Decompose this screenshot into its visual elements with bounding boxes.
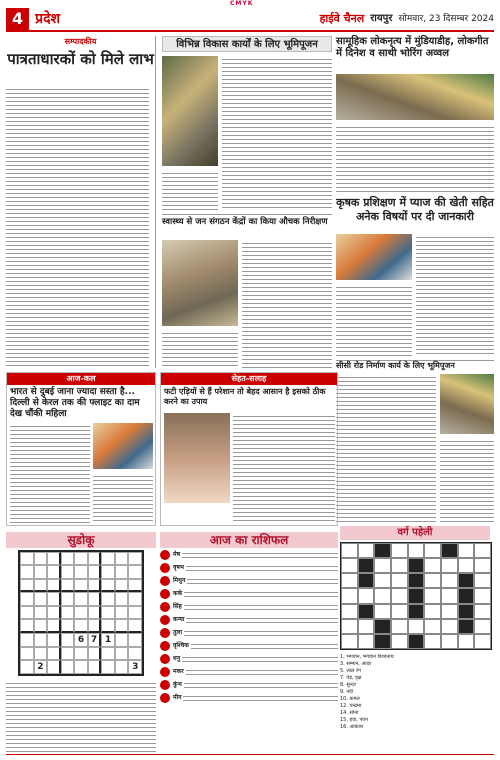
masthead xyxy=(6,8,494,32)
sudoku-cell[interactable] xyxy=(101,647,115,660)
crossword-clue: 8. सुन्दर xyxy=(340,682,356,688)
crossword-cell[interactable] xyxy=(358,634,375,649)
issue-date: सोमवार, 23 दिसम्बर 2024 xyxy=(398,14,494,24)
horoscope-text xyxy=(184,628,338,638)
sudoku-cell[interactable] xyxy=(20,647,34,660)
editorial-headline: पात्रताधारकों को मिले लाभ xyxy=(7,50,154,68)
sudoku-cell[interactable]: 7 xyxy=(88,633,102,647)
crossword-cell[interactable] xyxy=(424,588,441,603)
sudoku-cell[interactable] xyxy=(88,565,102,578)
horoscope-item xyxy=(160,615,338,625)
crossword-cell[interactable] xyxy=(424,573,441,588)
sudoku-cell[interactable] xyxy=(34,619,48,632)
crossword-cell[interactable] xyxy=(424,543,441,558)
horoscope-item xyxy=(160,550,338,560)
horoscope-item xyxy=(160,693,338,703)
story-5-headline: सीसी रोड निर्माण कार्य के लिए भूमिपूजन xyxy=(336,360,494,371)
sudoku-cell[interactable] xyxy=(74,552,88,565)
horoscope-text xyxy=(186,667,338,677)
sudoku-cell[interactable] xyxy=(88,660,102,674)
editorial-body xyxy=(6,86,149,368)
sudoku-cell[interactable] xyxy=(88,552,102,565)
sudoku-cell[interactable] xyxy=(88,579,102,592)
story-3-photo xyxy=(162,240,238,326)
crossword-cell[interactable] xyxy=(408,543,425,558)
crossword-cell[interactable] xyxy=(474,634,491,649)
zodiac-icon xyxy=(160,589,170,599)
horoscope-text xyxy=(186,615,338,625)
crossword-cell[interactable] xyxy=(391,588,408,603)
story-3-body-continued xyxy=(162,330,238,368)
travel-news-box xyxy=(6,372,156,526)
print-color-mark: CMYK xyxy=(230,0,254,7)
sudoku-cell[interactable] xyxy=(128,606,142,619)
sudoku-cell[interactable] xyxy=(61,619,75,632)
zodiac-icon xyxy=(160,550,170,560)
crossword-cell[interactable] xyxy=(391,604,408,619)
zodiac-icon xyxy=(160,667,170,677)
horoscope-item xyxy=(160,667,338,677)
crossword-cell[interactable] xyxy=(474,604,491,619)
sudoku-instructions xyxy=(6,680,156,754)
horoscope-text xyxy=(184,602,338,612)
health-body xyxy=(233,413,335,523)
crossword-cell xyxy=(374,634,391,649)
crossword-cell[interactable] xyxy=(391,634,408,649)
zodiac-sign-label: सिंह xyxy=(173,603,182,610)
sudoku-cell[interactable] xyxy=(20,579,34,592)
crossword-clue: 14. सोना xyxy=(340,710,359,716)
crossword-cell[interactable] xyxy=(341,619,358,634)
crossword-cell[interactable] xyxy=(341,634,358,649)
zodiac-icon xyxy=(160,576,170,586)
crossword-cell[interactable] xyxy=(441,573,458,588)
crossword-cell xyxy=(374,619,391,634)
story-5-body xyxy=(336,374,436,522)
zodiac-icon xyxy=(160,693,170,703)
sudoku-cell[interactable] xyxy=(128,579,142,592)
zodiac-icon xyxy=(160,628,170,638)
zodiac-icon xyxy=(160,680,170,690)
crossword-clue: 10. कमल xyxy=(340,696,360,702)
zodiac-icon xyxy=(160,615,170,625)
horoscope-item xyxy=(160,589,338,599)
sudoku-cell[interactable] xyxy=(115,592,129,605)
zodiac-sign-label: कन्या xyxy=(173,616,185,623)
horoscope-item xyxy=(160,641,338,651)
crossword-cell[interactable] xyxy=(374,573,391,588)
sudoku-cell[interactable] xyxy=(34,565,48,578)
crossword-cell[interactable] xyxy=(374,558,391,573)
sudoku-cell[interactable] xyxy=(20,592,34,605)
story-1-body xyxy=(222,56,332,210)
zodiac-icon xyxy=(160,602,170,612)
sudoku-cell[interactable] xyxy=(20,552,34,565)
crossword-clue: 3. सम्मान, आदर xyxy=(340,661,372,667)
story-1-photo xyxy=(162,56,218,166)
travel-body-continued xyxy=(93,473,153,523)
sudoku-cell[interactable] xyxy=(34,647,48,660)
sudoku-cell[interactable] xyxy=(128,565,142,578)
sudoku-cell[interactable] xyxy=(74,592,88,605)
horoscope-text xyxy=(182,550,338,560)
sudoku-cell[interactable] xyxy=(128,552,142,565)
sudoku-cell[interactable] xyxy=(47,565,61,578)
story-4-headline: कृषक प्रशिक्षण में प्याज की खेती सहित अनेक विषयों पर दी जानकारी xyxy=(336,196,494,223)
horoscope-list xyxy=(160,550,338,754)
crossword-cell[interactable] xyxy=(441,588,458,603)
horoscope-text xyxy=(182,654,338,664)
travel-section-label: आज-कल xyxy=(7,373,155,385)
crossword-cell[interactable] xyxy=(424,558,441,573)
sudoku-cell[interactable] xyxy=(20,565,34,578)
crossword-cell xyxy=(458,573,475,588)
sudoku-cell[interactable] xyxy=(61,660,75,674)
crossword-clue: 1. भगवान, भगवान विश्वनाथ xyxy=(340,654,394,660)
sudoku-cell[interactable] xyxy=(34,592,48,605)
sudoku-cell[interactable] xyxy=(20,660,34,674)
crossword-cell xyxy=(441,543,458,558)
zodiac-sign-label: मकर xyxy=(173,668,184,675)
horoscope-item xyxy=(160,576,338,586)
page-number: 4 xyxy=(6,8,29,30)
sudoku-cell[interactable] xyxy=(101,592,115,605)
crossword-cell[interactable] xyxy=(441,604,458,619)
travel-body xyxy=(10,423,90,523)
sudoku-cell[interactable] xyxy=(61,579,75,592)
crossword-cell[interactable] xyxy=(458,543,475,558)
section-name: प्रदेश xyxy=(35,11,61,27)
horoscope-title: आज का राशिफल xyxy=(160,532,338,548)
sudoku-cell[interactable] xyxy=(128,633,142,647)
crossword-cell xyxy=(408,588,425,603)
sudoku-cell[interactable] xyxy=(115,606,129,619)
horoscope-text xyxy=(184,680,338,690)
crossword-cell xyxy=(408,634,425,649)
crossword-cell xyxy=(458,604,475,619)
horoscope-item xyxy=(160,602,338,612)
crossword-cell[interactable] xyxy=(474,588,491,603)
sudoku-cell[interactable] xyxy=(47,592,61,605)
sudoku-grid[interactable] xyxy=(18,550,144,676)
story-4-photo xyxy=(336,234,412,280)
sudoku-cell[interactable]: 2 xyxy=(34,660,48,674)
sudoku-cell[interactable]: 6 xyxy=(74,633,88,647)
zodiac-icon xyxy=(160,654,170,664)
sudoku-cell[interactable] xyxy=(74,579,88,592)
crossword-cell[interactable] xyxy=(474,558,491,573)
sudoku-cell[interactable] xyxy=(101,660,115,674)
story-5-photo xyxy=(440,374,494,434)
zodiac-icon xyxy=(160,563,170,573)
sudoku-cell[interactable] xyxy=(115,552,129,565)
crossword-clue: 12. चन्द्रमा xyxy=(340,703,362,709)
story-2-photo xyxy=(336,74,494,120)
crossword-cell xyxy=(458,588,475,603)
crossword-cell[interactable] xyxy=(374,604,391,619)
health-tip-box xyxy=(160,372,338,526)
crossword-cell[interactable] xyxy=(424,604,441,619)
crossword-cell xyxy=(408,604,425,619)
crossword-cell[interactable] xyxy=(341,604,358,619)
sudoku-cell[interactable] xyxy=(20,633,34,647)
sudoku-cell[interactable] xyxy=(128,592,142,605)
crossword-cell[interactable] xyxy=(458,634,475,649)
health-headline: फटी एड़ियों से हैं परेशान तो बेहद आसान है इसको ठीक करने का उपाय xyxy=(164,387,326,406)
story-3-body xyxy=(242,240,332,368)
crossword-cell[interactable] xyxy=(341,558,358,573)
sudoku-cell[interactable] xyxy=(88,592,102,605)
zodiac-sign-label: वृषभ xyxy=(173,564,185,571)
crossword-cell[interactable] xyxy=(358,588,375,603)
sudoku-cell[interactable] xyxy=(74,565,88,578)
sudoku-cell[interactable] xyxy=(47,647,61,660)
sudoku-cell[interactable] xyxy=(101,579,115,592)
crossword-clue: 7. पेड़, वृक्ष xyxy=(340,675,362,681)
sudoku-title: सुडोकू xyxy=(6,532,156,548)
crossword-cell xyxy=(408,573,425,588)
sudoku-cell[interactable] xyxy=(47,606,61,619)
editorial-column xyxy=(6,36,156,368)
zodiac-sign-label: वृश्चिक xyxy=(173,642,189,649)
crossword-clue: 5. लाल रंग xyxy=(340,668,361,674)
crossword-clue: 16. आकाश xyxy=(340,724,364,730)
sudoku-cell[interactable] xyxy=(61,647,75,660)
crossword-cell[interactable] xyxy=(391,573,408,588)
sudoku-cell[interactable] xyxy=(74,647,88,660)
crossword-cell[interactable] xyxy=(441,634,458,649)
zodiac-sign-label: मेष xyxy=(173,551,181,558)
crossword-cell[interactable] xyxy=(441,558,458,573)
story-2-headline: सामूहिक लोकनृत्य में मुंडियाडीह, लोकगीत में दिनेश व साथी भोरिंग अव्वल xyxy=(336,36,489,59)
story-2-body xyxy=(336,124,494,192)
sudoku-cell[interactable] xyxy=(61,565,75,578)
horoscope-item xyxy=(160,680,338,690)
crossword-cell[interactable] xyxy=(341,573,358,588)
story-1-body-continued xyxy=(162,170,218,210)
crossword-cell[interactable] xyxy=(358,619,375,634)
zodiac-sign-label: मीन xyxy=(173,694,182,701)
crossword-cell xyxy=(358,573,375,588)
crossword-cell[interactable] xyxy=(391,619,408,634)
sudoku-cell[interactable] xyxy=(61,633,75,647)
sudoku-cell[interactable] xyxy=(47,633,61,647)
crossword-cell[interactable] xyxy=(341,588,358,603)
crossword-cell[interactable] xyxy=(458,558,475,573)
editorial-label: सम्पादकीय xyxy=(64,37,97,46)
crossword-cell[interactable] xyxy=(408,619,425,634)
sudoku-cell[interactable] xyxy=(61,552,75,565)
story-4-body-continued xyxy=(336,284,412,356)
newspaper-brand: हाईवे चैनल xyxy=(319,12,365,25)
crossword-cell[interactable] xyxy=(424,634,441,649)
sudoku-cell[interactable] xyxy=(115,565,129,578)
crossword-cell[interactable] xyxy=(391,543,408,558)
story-1-headline: विभिन्न विकास कार्यों के लिए भूमिपूजन xyxy=(162,36,332,52)
sudoku-cell[interactable] xyxy=(47,619,61,632)
sudoku-cell[interactable] xyxy=(115,579,129,592)
crossword-cell xyxy=(458,619,475,634)
sudoku-cell[interactable] xyxy=(88,606,102,619)
crossword-cell[interactable] xyxy=(474,543,491,558)
sudoku-cell[interactable] xyxy=(74,606,88,619)
page-footer-rule xyxy=(6,754,494,758)
sudoku-cell[interactable] xyxy=(20,606,34,619)
feet-photo xyxy=(164,413,230,503)
sudoku-cell[interactable] xyxy=(115,660,129,674)
sudoku-cell[interactable] xyxy=(47,660,61,674)
sudoku-cell[interactable] xyxy=(115,647,129,660)
horoscope-text xyxy=(184,589,338,599)
edition-city: रायपुर xyxy=(370,13,393,24)
crossword-cell[interactable] xyxy=(474,619,491,634)
crossword-cell xyxy=(358,604,375,619)
sudoku-cell[interactable] xyxy=(74,660,88,674)
zodiac-sign-label: कर्क xyxy=(173,590,183,597)
travel-photo xyxy=(93,423,153,469)
sudoku-cell[interactable] xyxy=(115,619,129,632)
sudoku-cell[interactable] xyxy=(34,633,48,647)
sudoku-cell[interactable] xyxy=(20,619,34,632)
zodiac-sign-label: मिथुन xyxy=(173,577,186,584)
crossword-grid[interactable] xyxy=(340,542,492,650)
sudoku-cell[interactable] xyxy=(34,606,48,619)
sudoku-cell[interactable]: 1 xyxy=(101,633,115,647)
sudoku-cell[interactable] xyxy=(101,619,115,632)
sudoku-cell[interactable] xyxy=(74,619,88,632)
crossword-cell[interactable] xyxy=(341,543,358,558)
zodiac-sign-label: तुला xyxy=(173,629,183,636)
zodiac-sign-label: कुंभ xyxy=(173,681,182,688)
travel-headline: भारत से दुबई जाना ज्यादा सस्ता है... दिल्ली से केरल तक की फ्लाइट का दाम देख चौंकी महिला xyxy=(10,387,140,419)
crossword-cell[interactable] xyxy=(374,588,391,603)
horoscope-item xyxy=(160,654,338,664)
crossword-cell[interactable] xyxy=(391,558,408,573)
crossword-cell[interactable] xyxy=(474,573,491,588)
crossword-cell[interactable] xyxy=(441,619,458,634)
zodiac-icon xyxy=(160,641,170,651)
sudoku-cell[interactable] xyxy=(47,552,61,565)
crossword-clue: 15. हवा, पवन xyxy=(340,717,368,723)
sudoku-cell[interactable] xyxy=(115,633,129,647)
health-section-label: सेहत-सलाह xyxy=(161,373,337,385)
horoscope-text xyxy=(186,563,338,573)
sudoku-cell[interactable]: 3 xyxy=(128,660,142,674)
story-5-body-continued xyxy=(440,438,494,522)
zodiac-sign-label: धनु xyxy=(173,655,181,662)
crossword-cell xyxy=(358,558,375,573)
horoscope-item xyxy=(160,563,338,573)
sudoku-cell[interactable] xyxy=(61,592,75,605)
sudoku-cell[interactable] xyxy=(128,619,142,632)
crossword-clues xyxy=(340,654,492,752)
horoscope-item xyxy=(160,628,338,638)
horoscope-text xyxy=(183,693,338,703)
sudoku-cell[interactable] xyxy=(101,606,115,619)
sudoku-cell[interactable] xyxy=(34,552,48,565)
sudoku-cell[interactable] xyxy=(47,579,61,592)
horoscope-text xyxy=(191,641,338,651)
crossword-clue: 9. नदी xyxy=(340,689,354,695)
sudoku-cell[interactable] xyxy=(128,647,142,660)
story-4-body xyxy=(416,234,494,356)
crossword-cell xyxy=(374,543,391,558)
sudoku-cell[interactable] xyxy=(101,552,115,565)
crossword-cell[interactable] xyxy=(358,543,375,558)
story-3-headline: स्वास्थ्य से जन संगठन केंद्रों का किया औचक निरीक्षण xyxy=(162,214,332,228)
sudoku-cell[interactable] xyxy=(61,606,75,619)
sudoku-cell[interactable] xyxy=(88,619,102,632)
sudoku-cell[interactable] xyxy=(101,565,115,578)
crossword-cell[interactable] xyxy=(424,619,441,634)
horoscope-text xyxy=(187,576,338,586)
sudoku-cell[interactable] xyxy=(34,579,48,592)
crossword-title: वर्ग पहेली xyxy=(340,526,490,540)
sudoku-cell[interactable] xyxy=(88,647,102,660)
crossword-cell xyxy=(408,558,425,573)
